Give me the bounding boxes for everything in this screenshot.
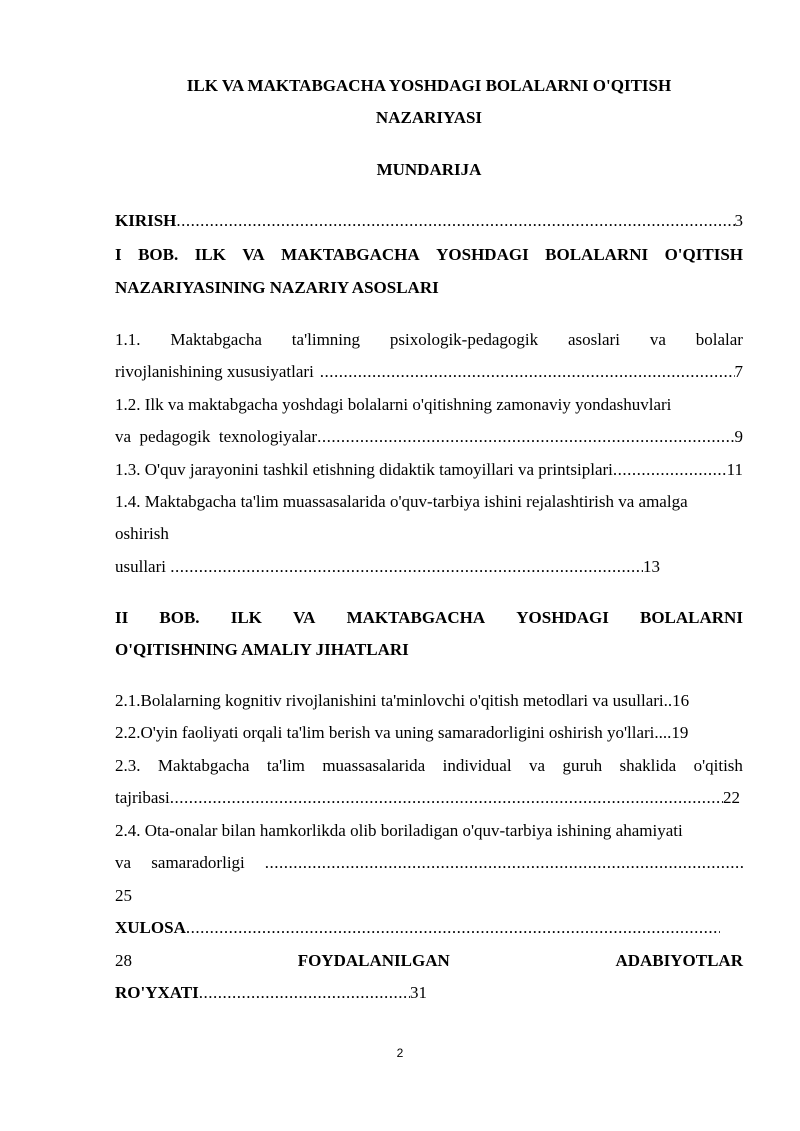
toc-entry-label: usullari (115, 557, 171, 576)
dot-leader (320, 361, 735, 383)
word: ta'limning (291, 330, 361, 349)
dot-leader (613, 459, 727, 481)
toc-entry-label: XULOSA (115, 918, 186, 937)
word: FOYDALANILGAN (297, 951, 450, 970)
toc-section-2-4-page[interactable]: 25 (115, 886, 132, 905)
toc-section-2-3-line-1[interactable] (115, 755, 743, 777)
word: va (528, 756, 546, 775)
toc-page-number: 3 (734, 211, 743, 230)
toc-entry-label: KIRISH (115, 211, 177, 230)
word: psixologik-pedagogik (389, 330, 539, 349)
dot-leader (170, 787, 723, 809)
toc-chapter-1-line-1[interactable] (115, 244, 743, 266)
word: individual (442, 756, 512, 775)
toc-page-number: 11 (726, 460, 743, 479)
toc-section-1-2-line-2[interactable] (115, 426, 743, 448)
toc-entry-references-line-1[interactable] (115, 950, 743, 972)
dot-leader (317, 426, 734, 448)
toc-entry-label: va pedagogik texnologiyalar (115, 427, 318, 446)
toc-heading: MUNDARIJA (376, 160, 482, 179)
word: MAKTABGACHA (281, 245, 420, 264)
word: VA (293, 608, 316, 627)
toc-page-number: 19 (671, 723, 689, 742)
toc-entry-label: 1.3. O'quv jarayonini tashkil etishning didaktik tamoyillari va printsiplari (115, 460, 613, 479)
toc-page-number: 7 (734, 362, 743, 381)
page-number: 2 (396, 1046, 404, 1060)
toc-entry-label: 2.1.Bolalarning kognitiv rivojlanishini ta'minlovchi o'qitish metodlari va usullari.. (115, 691, 673, 710)
dot-leader (265, 852, 743, 874)
dot-leader (170, 556, 643, 578)
dot-leader (186, 917, 720, 939)
word: VA (242, 245, 265, 264)
word: ILK (230, 608, 262, 627)
toc-chapter-2-line-1[interactable] (115, 607, 743, 629)
toc-section-1-1-line-2[interactable] (115, 361, 743, 383)
word: YOSHDAGI (436, 245, 529, 264)
word: BOB. (159, 608, 200, 627)
word: BOLALARNI (639, 608, 743, 627)
word: O'QITISH (664, 245, 743, 264)
toc-section-1-3[interactable] (115, 459, 743, 481)
toc-entry-kirish[interactable] (115, 210, 743, 232)
word: YOSHDAGI (516, 608, 609, 627)
word: shaklida (619, 756, 677, 775)
toc-section-2-2[interactable] (115, 722, 743, 744)
word: ILK (194, 245, 226, 264)
word: I (115, 245, 122, 264)
word: asoslari (568, 330, 620, 349)
toc-section-1-2-line-1[interactable]: 1.2. Ilk va maktabgacha yoshdagi bolalarni o'qitishning zamonaviy yondashuvlari (115, 395, 672, 414)
word: 1.1. (115, 330, 141, 349)
word: ADABIYOTLAR (615, 951, 743, 970)
toc-section-2-1[interactable] (115, 690, 743, 712)
word: II (115, 608, 129, 627)
toc-page-number: 16 (672, 691, 690, 710)
toc-section-2-4-line-1[interactable]: 2.4. Ota-onalar bilan hamkorlikda olib boriladigan o'quv-tarbiya ishining ahamiyati (115, 821, 683, 840)
word: ta'lim (266, 756, 305, 775)
toc-section-1-1-line-1[interactable] (115, 329, 743, 351)
word: BOLALARNI (545, 245, 649, 264)
toc-page-number: 28 (115, 951, 132, 970)
toc-section-2-3-line-2[interactable] (115, 787, 743, 809)
word: MAKTABGACHA (346, 608, 486, 627)
word: BOB. (138, 245, 179, 264)
toc-entry-xulosa[interactable] (115, 917, 743, 939)
toc-entry-label: RO'YXATI (115, 983, 199, 1002)
word: 2.3. (115, 756, 141, 775)
word: o'qitish (693, 756, 743, 775)
toc-section-1-4-line-2[interactable]: oshirish (115, 524, 169, 543)
document-title-line-2: NAZARIYASI (375, 108, 483, 127)
toc-entry-label: rivojlanishining xususiyatlari (115, 362, 314, 381)
word: guruh (562, 756, 603, 775)
toc-page-number: 31 (410, 983, 427, 1002)
word: Maktabgacha (170, 330, 262, 349)
toc-page-number: 22 (723, 788, 740, 807)
word: Maktabgacha (157, 756, 250, 775)
dot-leader (199, 982, 410, 1004)
word: va (649, 330, 666, 349)
toc-page-number: 9 (734, 427, 743, 446)
dot-leader (176, 210, 734, 232)
word: muassasalarida (322, 756, 426, 775)
toc-entry-label: tajribasi (115, 788, 170, 807)
toc-entry-references-line-2[interactable] (115, 982, 743, 1004)
toc-section-1-4-line-1[interactable]: 1.4. Maktabgacha ta'lim muassasalarida o'quv-tarbiya ishini rejalashtirish va amalga (115, 492, 688, 511)
toc-page-number: 13 (643, 557, 660, 576)
toc-section-2-4-line-2[interactable] (115, 852, 743, 874)
toc-chapter-1-line-2[interactable]: NAZARIYASINING NAZARIY ASOSLARI (115, 278, 439, 297)
toc-entry-label: va samaradorligi (115, 853, 245, 872)
toc-entry-label: 2.2.O'yin faoliyati orqali ta'lim berish va uning samaradorligini oshirish yo'llari.... (115, 723, 672, 742)
toc-chapter-2-line-2[interactable]: O'QITISHNING AMALIY JIHATLARI (115, 640, 409, 659)
word: bolalar (695, 330, 743, 349)
toc-section-1-4-line-3[interactable] (115, 556, 743, 578)
document-title-line-1: ILK VA MAKTABGACHA YOSHDAGI BOLALARNI O'QITISH (186, 76, 672, 95)
